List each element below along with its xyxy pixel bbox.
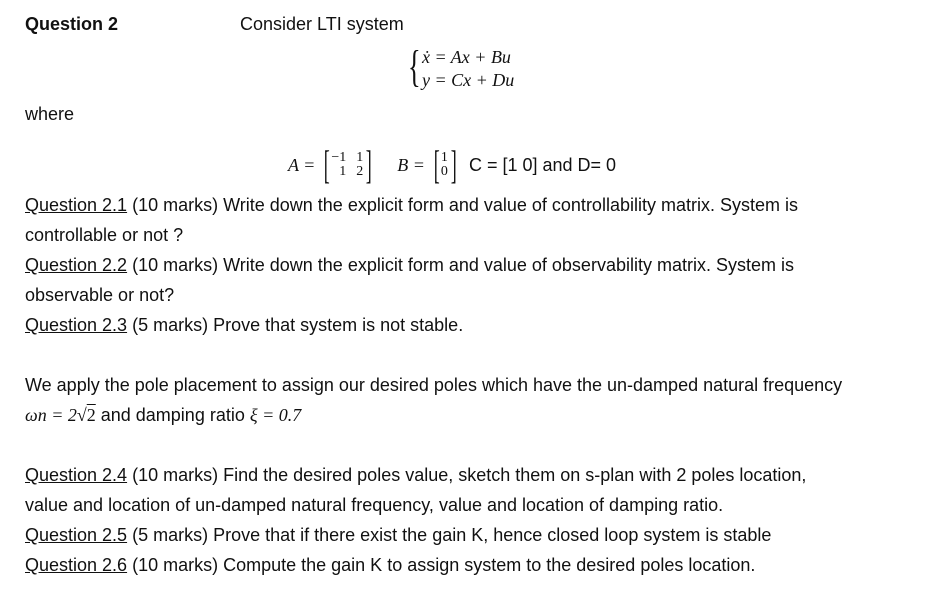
- matrix-a-cell: 1: [339, 164, 347, 179]
- question-line: [25, 250, 794, 280]
- question-line: [25, 520, 771, 550]
- question-2-1: [25, 190, 798, 250]
- question-2-6: [25, 550, 755, 580]
- matrix-a-cell: −1: [331, 150, 347, 165]
- state-space-system: [408, 42, 568, 93]
- output-equation: y = Cx + Du: [422, 70, 515, 90]
- pole-placement-specs: [25, 400, 842, 430]
- question-text: (10 marks) Compute the gain K to assign system to the desired poles location.: [127, 555, 756, 575]
- question-id: Question 2.4: [25, 465, 128, 485]
- question-heading: Question 2: [25, 14, 119, 34]
- state-equation: ẋ = Ax + Bu: [422, 47, 511, 67]
- pole-placement-text: [25, 370, 842, 430]
- question-id: Question 2.3: [25, 315, 128, 335]
- question-line: [25, 460, 806, 490]
- question-id: Question 2.5: [25, 525, 128, 545]
- question-line: value and location of un-damped natural frequency, value and location of damping ratio.: [25, 495, 724, 515]
- question-id: Question 2.1: [25, 195, 128, 215]
- where-label: where: [25, 104, 75, 124]
- question-line: [25, 550, 755, 580]
- matrix-a-label: A =: [288, 154, 316, 175]
- bracket-open: [: [433, 142, 440, 187]
- intro-text: Consider LTI system: [240, 14, 404, 34]
- question-text: (10 marks) Write down the explicit form and value of observability matrix. System is: [127, 255, 794, 275]
- matrix-b-grid: [441, 151, 448, 179]
- pole-placement-line: We apply the pole placement to assign our desired poles which have the un-damped natural frequency: [25, 375, 843, 395]
- bracket-open: [: [324, 142, 331, 187]
- sqrt-expression: √2: [76, 405, 96, 425]
- question-text: (5 marks) Prove that if there exist the gain K, hence closed loop system is stable: [127, 525, 772, 545]
- matrix-c-d: C = [1 0] and D= 0: [468, 154, 617, 175]
- question-2-4: [25, 460, 806, 520]
- matrix-b-label: B =: [397, 154, 425, 175]
- natural-frequency: ωn = 2: [25, 405, 77, 425]
- question-text: (10 marks) Find the desired poles value, sketch them on s-plan with 2 poles location,: [127, 465, 807, 485]
- question-2-2: [25, 250, 794, 310]
- damping-ratio: ξ = 0.7: [249, 405, 302, 425]
- question-2-3: [25, 310, 463, 340]
- matrix-b-cell: 1: [440, 150, 448, 165]
- question-line: controllable or not ?: [25, 225, 184, 245]
- pole-placement-mid: and damping ratio: [95, 405, 250, 425]
- question-text: (10 marks) Write down the explicit form and value of controllability matrix. System is: [127, 195, 798, 215]
- question-line: observable or not?: [25, 285, 175, 305]
- matrix-b: [397, 142, 458, 187]
- bracket-close: ]: [365, 142, 372, 187]
- question-id: Question 2.2: [25, 255, 128, 275]
- sqrt-argument: 2: [86, 405, 96, 425]
- left-brace: {: [408, 42, 421, 91]
- question-id: Question 2.6: [25, 555, 128, 575]
- question-text: (5 marks) Prove that system is not stable.: [127, 315, 464, 335]
- matrix-b-cell: 0: [440, 164, 448, 179]
- question-2-5: [25, 520, 771, 550]
- matrix-a-grid: [331, 151, 363, 179]
- bracket-close: ]: [450, 142, 457, 187]
- matrix-a-cell: 2: [356, 164, 364, 179]
- matrix-a-cell: 1: [356, 150, 364, 165]
- matrix-a: [288, 142, 373, 187]
- question-line: [25, 190, 798, 220]
- question-line: [25, 310, 463, 340]
- matrix-definitions: [288, 142, 617, 187]
